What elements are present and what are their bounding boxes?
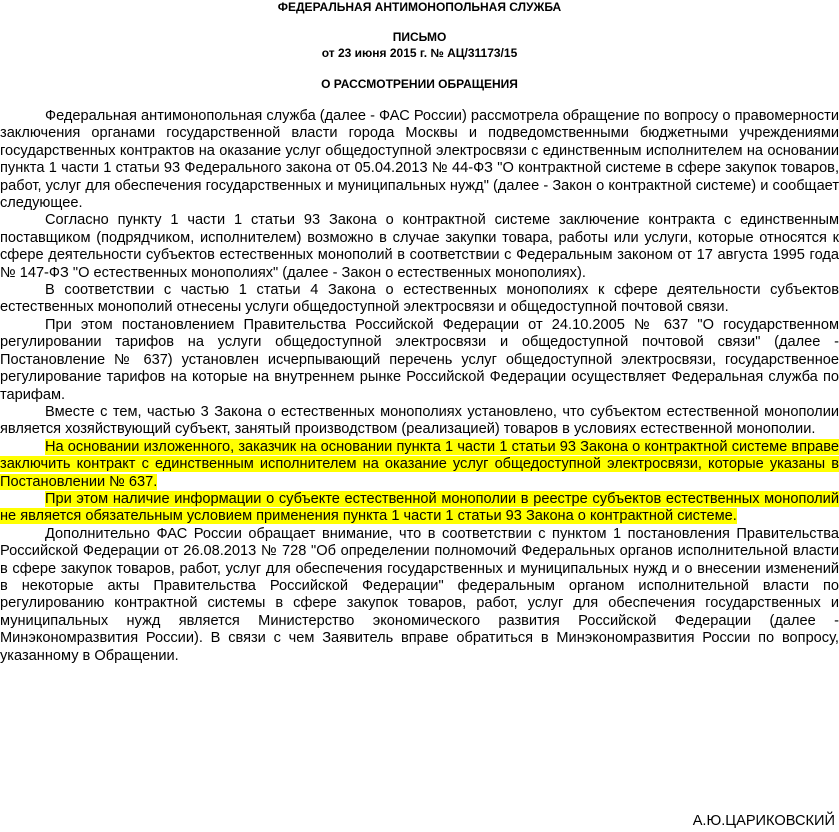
document-date-number: от 23 июня 2015 г. № АЦ/31173/15 bbox=[321, 46, 518, 60]
paragraph-3: В соответствии с частью 1 статьи 4 Закона о естественных монополиях к сфере деятельности субъектов естественных монополий отнесены услуги общедоступной электросвязи и общедоступной почтовой связи. bbox=[0, 282, 839, 316]
highlight-mark: При этом наличие информации о субъекте естественной монополии в реестре субъектов естественных монополий не является обязательным условием применения пункта 1 части 1 статьи 93 Закона о контрактной системе. bbox=[0, 490, 839, 525]
paragraph-4: При этом постановлением Правительства Российской Федерации от 24.10.2005 № 637 "О государственном регулировании тарифов на услуги общедоступной электросвязи и общедоступной почтовой связи" (далее - Постановление № 637) установлен исчерпывающий перечень услуг общедоступной электросвязи, государственное регулирование тарифов на которые на внутреннем рынке Российской Федерации осуществляет Федеральная служба по тарифам. bbox=[0, 316, 839, 403]
paragraph-5: Вместе с тем, частью 3 Закона о естественных монополиях установлено, что субъектом естественной монополии является хозяйствующий субъект, занятый производством (реализацией) товаров в условиях естественной монополии. bbox=[0, 403, 839, 438]
paragraph-2: Согласно пункту 1 части 1 статьи 93 Закона о контрактной системе заключение контракта с единственным поставщиком (подрядчиком, исполнителем) возможно в случае закупки товара, работы или услуги, которые относятся к сфере деятельности субъектов естественных монополий в соответствии с Федеральным законом от 17 августа 1995 года № 147-ФЗ "О естественных монополиях" (далее - Закон о естественных монополиях). bbox=[0, 212, 839, 281]
paragraph-1: Федеральная антимонопольная служба (далее - ФАС России) рассмотрела обращение по вопросу о правомерности заключения органами государственной власти города Москвы и подведомственными бюджетными учреждениями государственных контрактов на оказание услуг общедоступной электросвязи с единственным исполнителем на основании пункта 1 части 1 статьи 93 Федерального закона от 05.04.2013 № 44-ФЗ "О контрактной системе в сфере закупок товаров, работ, услуг для обеспечения государственных и муниципальных нужд" (далее - Закон о контрактной системе) и сообщает следующее. bbox=[0, 108, 839, 212]
paragraph-6-highlighted bbox=[0, 439, 839, 491]
paragraph-8: Дополнительно ФАС России обращает внимание, что в соответствии с пунктом 1 постановления Правительства Российской Федерации от 26.08.2013 № 728 "Об определении полномочий Федеральных органов исполнительной власти в сфере закупок товаров, работ, услуг для обеспечения государственных и муниципальных нужд и о внесении изменений в некоторые акты Правительства Российской Федерации" федеральным органом исполнительной власти по регулированию контрактной системы в сфере закупок товаров, работ, услуг для обеспечения государственных и муниципальных нужд является Министерство экономического развития Российской Федерации (далее - Минэкономразвития России). В связи с чем Заявитель вправе обратиться в Минэкономразвития России по вопросу, указанному в Обращении. bbox=[0, 525, 839, 664]
letter-body bbox=[0, 108, 839, 665]
agency-title: ФЕДЕРАЛЬНАЯ АНТИМОНОПОЛЬНАЯ СЛУЖБА bbox=[277, 0, 562, 14]
paragraph-7-highlighted bbox=[0, 491, 839, 526]
document-type: ПИСЬМО bbox=[392, 30, 447, 44]
highlight-mark: На основании изложенного, заказчик на основании пункта 1 части 1 статьи 93 Закона о контрактной системе вправе заключить контракт с единственным исполнителем на оказание услуг общедоступной электросвязи, которые указаны в Постановлении № 637. bbox=[0, 438, 839, 490]
document-subject: О РАССМОТРЕНИИ ОБРАЩЕНИЯ bbox=[321, 77, 518, 91]
signature: А.Ю.ЦАРИКОВСКИЙ bbox=[692, 813, 835, 829]
